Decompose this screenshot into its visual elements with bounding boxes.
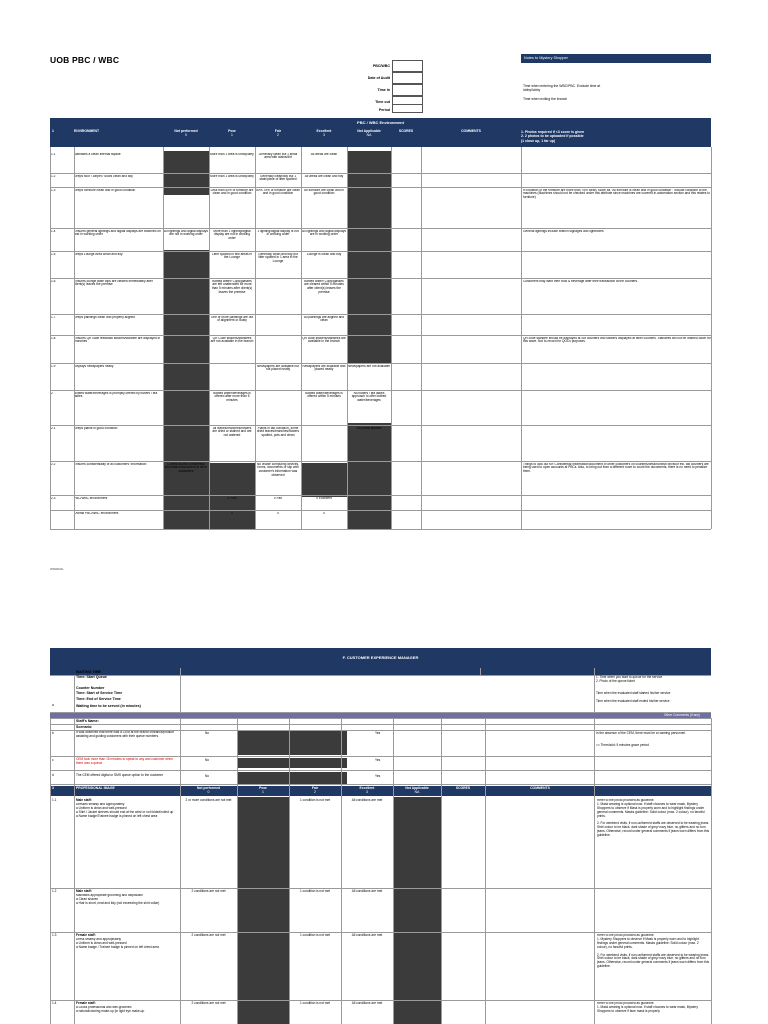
env-row-comment: If condition of the furniture are more than 75% clean, score as "All furniture is clean and in good condition". Include condition of the machines (Machines should not be checked under this attribute since machines are covered in automation section and this relates to furniture) [523, 188, 710, 200]
score-cell[interactable] [392, 496, 420, 509]
column-divider [711, 147, 712, 529]
env-row-num: 2.1 [51, 426, 56, 430]
score-cell[interactable] [392, 426, 420, 460]
score-cell[interactable] [392, 252, 420, 277]
score-cell[interactable] [392, 279, 420, 313]
grooming-not-performed: 2 or more conditions are not met [185, 798, 232, 802]
header-poor: Poor 1 [228, 129, 236, 137]
grooming-excellent: All conditions are met [351, 933, 383, 937]
env-row-desc: Displays newspapers neatly [74, 364, 114, 368]
grooming-row-body: Dress smartly and appropriately a Uniform is clean and well-pressed a Name badge / Trainee badge is pinned on left chest area [76, 938, 159, 949]
pbc-wbc-label: PBC/WBC [372, 64, 390, 68]
start-service-label: Time: Start of Service Time [76, 691, 123, 695]
grooming-row-title: Female staff: [76, 933, 96, 937]
header-photo-notes: 1. Photos required if <3 score is given 2. 2 photos to be uploaded if possible (1 close up, 1 far up) [521, 130, 585, 143]
env-row-num: 1.9 [51, 364, 56, 368]
header-number: 1 [52, 129, 54, 133]
env-row-num: 1.3 [51, 188, 56, 192]
env-row-poor: Less than 50% of furniture are clean and in good condition [210, 188, 254, 196]
grooming-row-number: 1.1 [52, 798, 57, 802]
env-row-num: 1.7 [51, 315, 56, 319]
header-comments: COMMENTS [461, 129, 481, 133]
env-row-exc: All furniture are clean and in good condition [304, 188, 344, 196]
dark-column-poor [237, 797, 289, 1024]
row-divider [50, 314, 711, 315]
env-row-poor: 0 [231, 511, 233, 515]
column-divider [255, 147, 256, 529]
column-divider [74, 147, 75, 529]
question-b: It was observed that there was a CEM at the branch entrance/podium assisting and guiding customers with their queue numbers. [76, 730, 174, 738]
start-queue-label: Time: Start Queue [76, 675, 107, 679]
column-divider [393, 718, 394, 1024]
header2-not-applicable: Not Applicable NA [405, 786, 429, 795]
env-row-num: 2 [51, 391, 53, 395]
env-row-desc: Ensures lounge table tops are cleared immediately after client(s) leaves the premise [74, 279, 153, 287]
date-of-audit-label: Date of Audit [367, 76, 390, 80]
question-d-yes: Yes [375, 774, 381, 778]
env-row-poor: All leaves/branches/flowers are dried or stained and are not watered [212, 426, 252, 438]
scenario-label: Scenario: [76, 725, 93, 729]
row-divider [50, 712, 711, 713]
row-divider [50, 363, 711, 364]
grooming-row-number: 1.4 [52, 1001, 57, 1005]
env-row-fair: 50%-75% of furniture are clean and in good condition [256, 188, 300, 196]
env-row-desc: Ensures QR code feedback stickers/standee are displayed in branches [74, 336, 161, 344]
env-row-num: 1.5 [51, 252, 56, 256]
column-divider [347, 147, 348, 529]
row-divider [50, 187, 711, 188]
dark-cell [237, 730, 347, 755]
score-cell[interactable] [392, 188, 420, 227]
env-row-fair: Generally clean/tidy but 1 stain/piece of litter spotted [259, 174, 297, 182]
env-row-desc: Keeps furniture clean and in good condition [74, 188, 136, 192]
header2-comments: COMMENTS [530, 786, 550, 790]
env-row-fair: 0 Fair [273, 496, 283, 500]
score-cell[interactable] [392, 462, 420, 494]
env-row-exc: Newspapers are available and placed neatly [302, 364, 346, 372]
note-b-2: => Threshold: 5 minutes grace period [596, 743, 649, 747]
question-c: CEM took more than 15 minutes to speak to any and customer when there was a queue [76, 757, 173, 765]
dark-column-na [393, 797, 441, 1024]
env-row-fair: 0 [277, 511, 279, 515]
notes-line-2: lobby/lobby [523, 88, 541, 92]
question-c-yes: Yes [375, 758, 381, 762]
env-row-desc: Keeps floor / carpet / doors clean and tidy [74, 174, 133, 178]
grooming-note: Refer to the photo provided as guideline. 1. Mask wearing is optional now. If staff chooses to wear mask, Mystery Shoppers to observe if face mask is properly [597, 1002, 698, 1013]
score-cell[interactable] [392, 229, 420, 250]
column-divider [50, 147, 51, 529]
env-row-num: 1.8 [51, 336, 56, 340]
row-b-number: b [52, 731, 54, 735]
notes-line-1: Time when entering the WBC/PBC. Exclude time at [523, 84, 601, 88]
counter-number-label: Counter Number [76, 686, 105, 690]
column-divider [441, 718, 442, 1024]
grooming-note: Refer to the photo provided as guideline. 1. Mystery Shoppers to observe if Mask is properly worn and to highlight findings under general comments. Masks guideline: Solid colour (max. 2 colour), no fanciful prints. 2. For weekend visits, if non-uniformed staffs are observed to be wearing jeans. Shirt colour to be black, dark shade of grey/ navy blue, no glitters and no torn jeans. Otherwise, record under general comments if jeans worn differs from this guideline. [597, 934, 710, 969]
env-row-desc: Keeps Lounge Area clean and tidy [74, 252, 123, 256]
score-cell[interactable] [392, 364, 420, 389]
env-row-exc: Bottled water/beverages is offered within 5 minutes [305, 391, 343, 399]
time-in-label: Time In [377, 88, 390, 92]
score-cell[interactable] [392, 152, 420, 172]
env-row-np: All lightings and digital displays are not in working order [164, 229, 208, 237]
column-divider [594, 718, 595, 1024]
env-row-fair: Generally clean and tidy but litter spotted in 1 area in the Lounge [258, 252, 298, 264]
grooming-row-title: Male staff: [76, 889, 92, 893]
staff-name-label: Staff's Name: [76, 719, 99, 723]
score-cell[interactable] [392, 391, 420, 424]
column-divider [521, 147, 522, 529]
grooming-fair: 1 condition is not met [299, 933, 331, 937]
question-d: The CEM offered digital or SMS queue option to the customer [76, 773, 164, 777]
env-row-exc: 0 [323, 511, 325, 515]
header2-number: 3 [52, 786, 54, 790]
env-row-exc: Lounge is clean and tidy [306, 252, 342, 256]
grooming-row-body: a Looks professional and well-groomed a natural/coloring make-up (in light eye make-up [76, 1006, 145, 1013]
section-band-cem: F. CUSTOMER EXPERIENCE MANAGER [50, 648, 711, 668]
grooming-fair: 1 condition is not met [299, 798, 331, 802]
env-row-na: No plants spotted [356, 426, 382, 430]
column-divider [289, 718, 290, 1024]
grooming-not-performed: 2 conditions are not met [191, 1001, 226, 1005]
env-row-comment: Things to look out for: Confidential information/document of other customers on counters/desk/rubbish bin/floor etc. Bill counters are being used to open accounts at PBCs. Also, to bring out from a different room to count the documents, there is no need to penalize them. [523, 462, 709, 474]
grooming-row-number: 1.2 [52, 889, 57, 893]
row-c-number: c [52, 758, 54, 762]
env-row-desc: Keeps plants in good condition [74, 426, 118, 430]
env-row-num: 1.2 [51, 174, 56, 178]
header-scores: SCORES [398, 129, 414, 133]
header-environment: ENVIRONMENT [74, 129, 100, 133]
env-row-desc: Maintains a clean internal façade [74, 152, 121, 156]
row-divider [50, 228, 711, 229]
grooming-note: Refer to the photo provided as guideline. 1. Mask wearing is optional now. If staff chooses to wear mask, Mystery Shoppers to observe if Mask is properly worn and to highlight findings under general comments. Masks guideline: Solid colour (max. 2 colour), no fanciful prints. 2. For weekend visits, if non-uniformed staffs are observed to be wearing jeans. Shirt colour to be black, dark shade of grey/ navy blue, no glitters and no torn jeans. Otherwise, record under general comments if jeans worn differs from this guideline. [597, 799, 710, 838]
env-row-poor: More than 1 area is untidy/dirty [210, 174, 254, 178]
note-wait-2: 2. Photo of the queue ticket [596, 679, 635, 683]
grooming-row-body: Dresses smartly and appropriately a Uniform is clean and well-pressed a Shirt / Jacket sleeves should end at the wrist or not folded/rolled up a Name badge/Trainee badge is pinned on left chest area [76, 803, 174, 818]
env-row-fair: No visible computing devices, forms, documents or slip with customer's information was observed [257, 462, 299, 478]
row-divider [50, 495, 711, 496]
score-cell[interactable] [392, 315, 420, 334]
question-c-no: No [205, 758, 210, 762]
grooming-not-performed: 2 conditions are not met [191, 933, 226, 937]
waiting-to-be-served-label: Waiting time to be served (in minutes) [76, 704, 141, 708]
env-row-num: 1.6 [51, 279, 56, 283]
env-row-desc: Keeps paintings clean and properly aligned [74, 315, 135, 319]
header2-not-performed: Not performed 0 [196, 786, 221, 795]
env-row-num: 1.4 [51, 229, 56, 233]
dark-cell [237, 758, 347, 768]
env-row-num: 2.3 [51, 496, 56, 500]
grooming-row-number: 1.3 [52, 933, 57, 937]
date-of-audit-field[interactable] [392, 72, 423, 84]
column-divider [711, 718, 712, 1024]
grooming-row-title: Female staff: [76, 1001, 96, 1005]
env-row-desc: Ensures confidentiality of all customers' information [74, 462, 147, 466]
env-row-desc: Overall PBC/WBC environment [74, 511, 119, 515]
env-row-comment: General lightings include branch signages and lightboxes [523, 229, 604, 233]
env-row-num: 2.2 [51, 462, 56, 466]
env-row-exc: QR code stickers/standees are available in the branch [302, 336, 346, 344]
footnote: INTERNAL [50, 567, 64, 571]
env-row-desc: PBC/WBC environment [74, 496, 108, 500]
row-divider [50, 770, 711, 771]
question-b-no: No [205, 731, 210, 735]
time-out-label: Time out [375, 100, 390, 104]
env-row-num: 1.1 [51, 152, 56, 156]
grooming-excellent: All conditions are met [351, 798, 383, 802]
row-d-number: d [52, 773, 54, 777]
row-divider [50, 173, 711, 174]
env-row-exc: All areas are clean and tidy [304, 174, 344, 178]
waiting-time-label: WAITING TIME [76, 670, 101, 674]
column-divider [391, 147, 392, 529]
notes-line-3: Time when exiting the branch [523, 97, 568, 101]
env-row-exc: All areas are clean [310, 152, 338, 156]
dark-cell [237, 772, 347, 784]
note-wait-1: 1. Time when you start to queue for the service [596, 675, 663, 679]
env-row-np: Comes across confidential information/document of other customers [164, 462, 208, 474]
header-excellent: Excellent 3 [316, 129, 332, 137]
grooming-fair: 1 condition is not met [299, 1001, 331, 1005]
env-row-exc: All lightings and digital displays are in working order [302, 229, 346, 237]
row-divider [50, 461, 711, 462]
grooming-excellent: All conditions are met [351, 1001, 383, 1005]
score-cell[interactable] [392, 511, 420, 528]
note-end-service: Time when the evaluated staff ended his/her service [596, 699, 670, 703]
note-start-service: Time when the evaluated staff started his/her service [596, 691, 671, 695]
env-row-desc: Ensures general lightings and digital displays are switched on and in working order [74, 229, 161, 237]
env-row-exc: All paintings are aligned and clean [303, 315, 345, 323]
env-row-fair: Plants in fair condition, some dried leaves/branches/flowers spotted, pots and clean [256, 426, 300, 438]
row-divider [50, 784, 711, 785]
column-divider [50, 718, 51, 1024]
env-row-exc: Bottled water/ Cups/glasses are cleared within 5 minutes after client(s) leaves the premise [304, 279, 344, 295]
column-divider [237, 718, 238, 1024]
column-divider [163, 147, 164, 529]
grooming-fair: 1 condition is not met [299, 889, 331, 893]
document-title: UOB PBC / WBC [50, 55, 120, 65]
period-field[interactable] [392, 104, 423, 113]
row-divider [50, 390, 711, 391]
env-row-fair: Generally clean but 1 small area with stains/dirt [258, 152, 298, 160]
row-divider [50, 278, 711, 279]
row-divider [50, 425, 711, 426]
row-divider [50, 335, 711, 336]
period-label: Period [378, 108, 390, 112]
column-divider [301, 147, 302, 529]
env-row-poor: Bottled water/ Cups/glasses are left unattended for more than 5 minutes after client(s) leaves the premise [211, 279, 253, 295]
grooming-row-body: Maintains appropriate grooming and disposition a Clean shaven a Hair is short, neat and tidy (not exceeding the shirt collar) [76, 894, 160, 905]
column-divider [421, 147, 422, 529]
env-row-poor: More than 1 lighting/digital display are not in working order [213, 229, 251, 241]
column-divider [341, 718, 342, 1024]
env-row-poor: 0 Poor [227, 496, 237, 500]
env-row-fair: Newspapers are available but not placed neatly [257, 364, 299, 372]
dark-cell [301, 463, 347, 497]
header-not-performed: Not performed 0 [174, 129, 198, 137]
env-row-desc: Bottled water/beverages is promptly offered by butlers / tea ladies [74, 391, 158, 399]
question-b-yes: Yes [375, 731, 381, 735]
env-row-na: Newspapers are not available [348, 364, 390, 368]
row-divider [50, 251, 711, 252]
header2-fair: Fair 2 [311, 786, 319, 795]
row-a-number: a [52, 703, 54, 707]
env-row-poor: Bottled water/beverages is offered after more than 5 minutes [213, 391, 251, 403]
env-row-poor: QR Code stickers/standees are not available in the branch [210, 336, 254, 344]
row-divider [50, 756, 711, 757]
env-row-poor: One or more paintings are out of alignment or dusty [210, 315, 254, 323]
dark-column-na [347, 151, 391, 529]
column-divider [74, 718, 75, 1024]
time-in-field[interactable] [392, 84, 423, 96]
grooming-excellent: All conditions are met [351, 889, 383, 893]
grooming-row-title: Male staff: [76, 798, 92, 802]
column-divider [180, 718, 181, 1024]
row-divider [50, 510, 711, 511]
section-band-environment: PBC / WBC Environment [50, 118, 711, 128]
env-row-comment: Customers may want their food & beverage after their transaction at the counters. [523, 279, 638, 283]
header2-excellent: Excellent 3 [359, 786, 375, 795]
env-row-exc: 0 Excellent [316, 496, 332, 500]
score-cell[interactable] [392, 174, 420, 186]
env-row-poor: Litter spotted in few areas in the Lounge [212, 252, 252, 260]
note-b-1: In the absence of the CEM, there must be a roaming personnel. [596, 731, 686, 735]
row-divider [50, 724, 711, 725]
row-divider [50, 730, 711, 731]
end-service-label: Time: End of Service Time [76, 697, 121, 701]
column-divider [209, 147, 210, 529]
header-fair: Fair 2 [274, 129, 282, 137]
header2-professional-image: PROFESSIONAL IMAGE [76, 786, 115, 790]
grooming-not-performed: 2 conditions are not met [191, 889, 226, 893]
notes-header: Notes to Mystery Shopper [521, 54, 711, 63]
pbc-wbc-field[interactable] [392, 60, 423, 72]
column-divider [485, 718, 486, 1024]
header2-scores: SCORES [455, 786, 471, 790]
row-divider [50, 529, 711, 530]
env-row-poor: More than 1 area is untidy/dirty [210, 152, 254, 156]
header-not-applicable: Not Applicable NA [357, 129, 381, 137]
row-divider [50, 718, 711, 719]
score-cell[interactable] [392, 336, 420, 362]
section-band-cem-lower [50, 668, 711, 675]
header2-poor: Poor 1 [259, 786, 267, 795]
env-row-comment: QR code standee should be displayed at SM counters and stickers displayed at teller counters. Standees will not be drained down for this wave. Not to record for QOCs purposes. [523, 336, 711, 344]
other-comments-label: Other Comments (if any) [663, 713, 700, 717]
env-row-fair: 1 lighting/digital display is not in working order [257, 229, 299, 237]
env-row-na: No butlers / tea ladies approach to offer bottled water/beverages [351, 391, 387, 403]
question-d-no: No [205, 774, 210, 778]
